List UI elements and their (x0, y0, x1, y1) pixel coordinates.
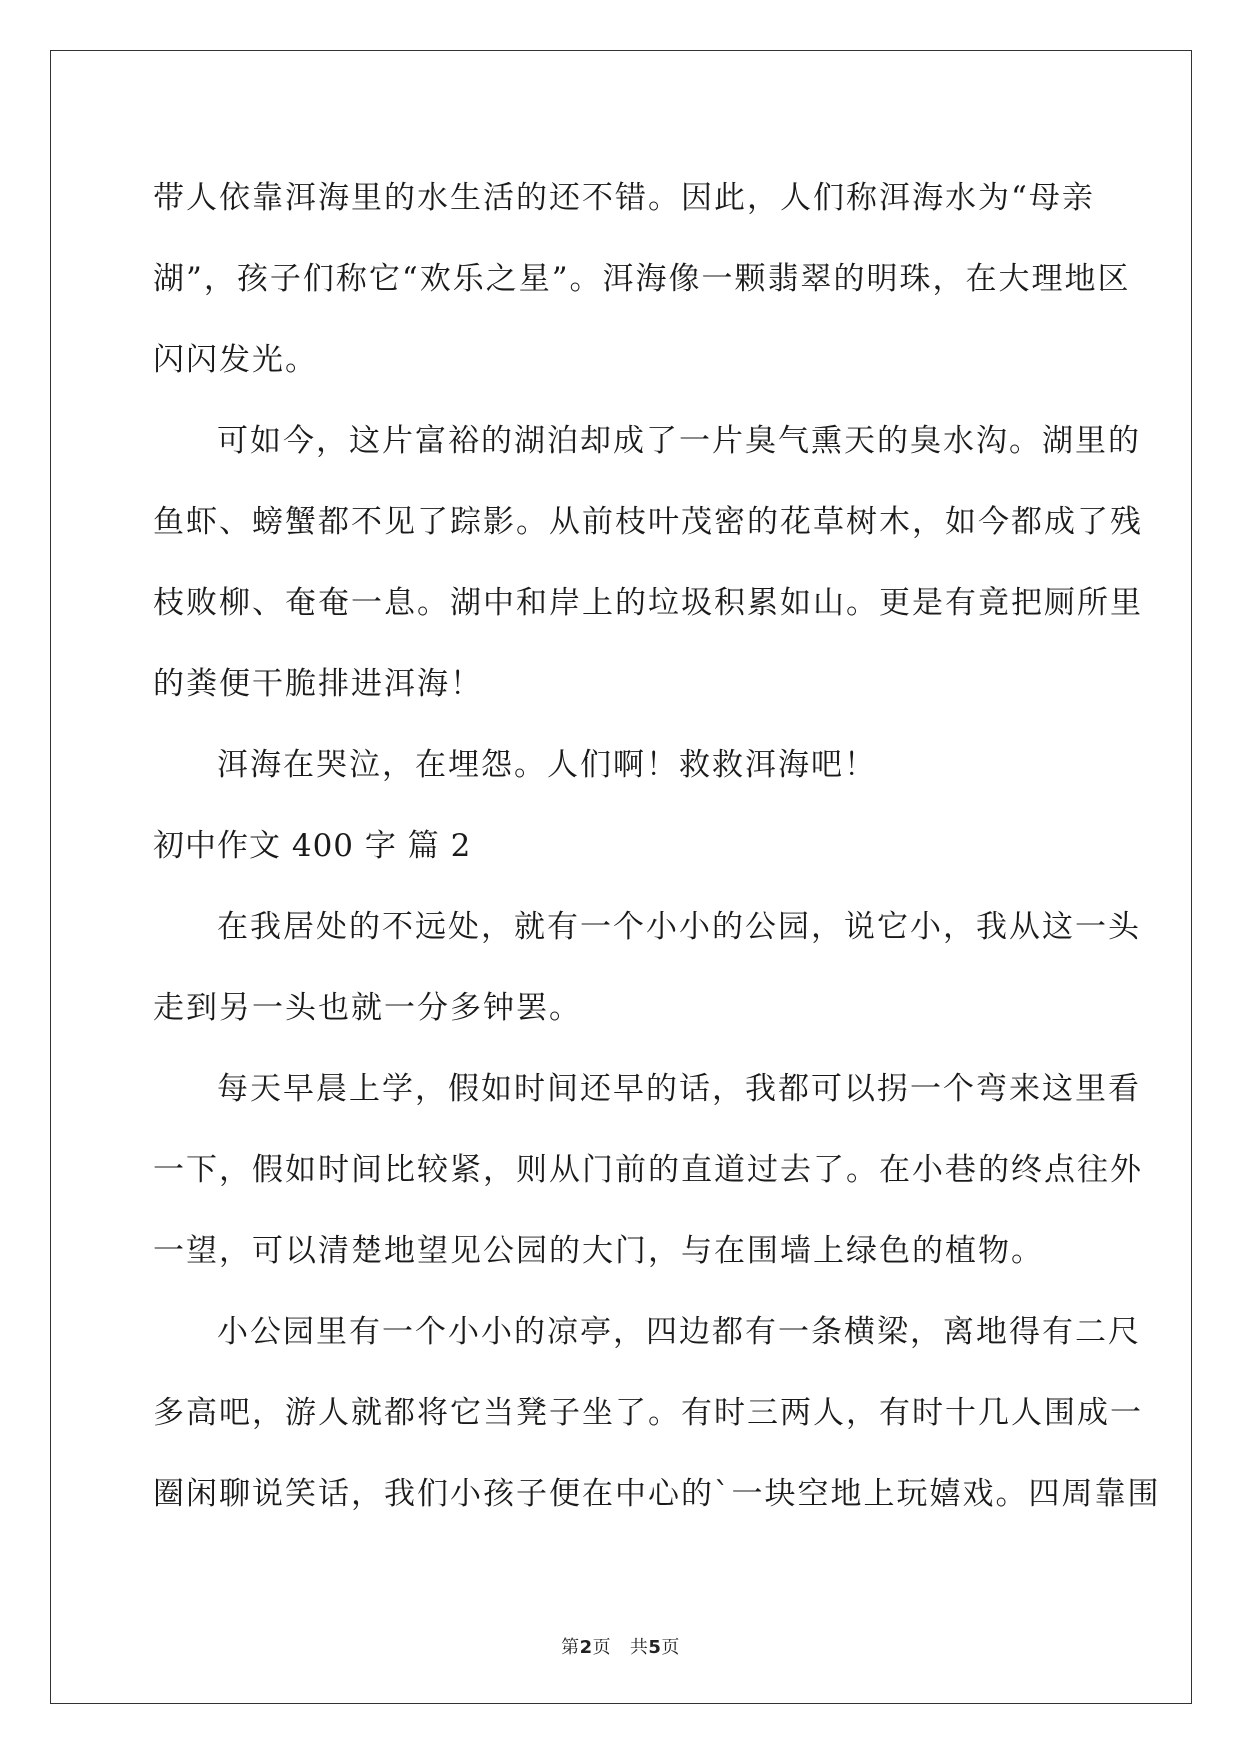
page-footer (0, 1633, 1241, 1659)
page-mid: 页 共 (592, 1637, 649, 1658)
text-line: 一望，可以清楚地望见公园的大门，与在围墙上绿色的植物。 (153, 1233, 1044, 1269)
text-line: 鱼虾、螃蟹都不见了踪影。从前枝叶茂密的花草树木，如今都成了残 (153, 504, 1143, 540)
page-total: 5 (648, 1637, 662, 1658)
text-line: 闪闪发光。 (153, 342, 318, 378)
page-prefix: 第 (561, 1637, 580, 1658)
text-line: 在我居处的不远处，就有一个小小的公园，说它小，我从这一头 (217, 909, 1141, 945)
text-line: 枝败柳、奄奄一息。湖中和岸上的垃圾积累如山。更是有竟把厕所里 (153, 585, 1143, 621)
text-line: 带人依靠洱海里的水生活的还不错。因此，人们称洱海水为“母亲 (153, 180, 1095, 216)
document-body (153, 158, 1161, 1535)
text-line: 圈闲聊说笑话，我们小孩子便在中心的`一块空地上玩嬉戏。四周靠围 (153, 1476, 1161, 1512)
text-line: 的粪便干脆排进洱海！ (153, 666, 483, 702)
text-line: 走到另一头也就一分多钟罢。 (153, 990, 582, 1026)
text-line: 湖”，孩子们称它“欢乐之星”。洱海像一颗翡翠的明珠，在大理地区 (153, 261, 1131, 297)
text-line: 一下，假如时间比较紧，则从门前的直道过去了。在小巷的终点往外 (153, 1152, 1143, 1188)
text-line: 每天早晨上学，假如时间还早的话，我都可以拐一个弯来这里看 (217, 1071, 1141, 1107)
text-line: 可如今，这片富裕的湖泊却成了一片臭气熏天的臭水沟。湖里的 (217, 423, 1141, 459)
text-line: 多高吧，游人就都将它当凳子坐了。有时三两人，有时十几人围成一 (153, 1395, 1143, 1431)
page-current: 2 (579, 1637, 593, 1658)
page-suffix: 页 (661, 1637, 680, 1658)
text-line: 洱海在哭泣，在埋怨。人们啊！救救洱海吧！ (217, 747, 877, 783)
text-line: 小公园里有一个小小的凉亭，四边都有一条横梁，离地得有二尺 (217, 1314, 1141, 1350)
section-heading: 初中作文 400 字 篇 2 (153, 828, 472, 864)
